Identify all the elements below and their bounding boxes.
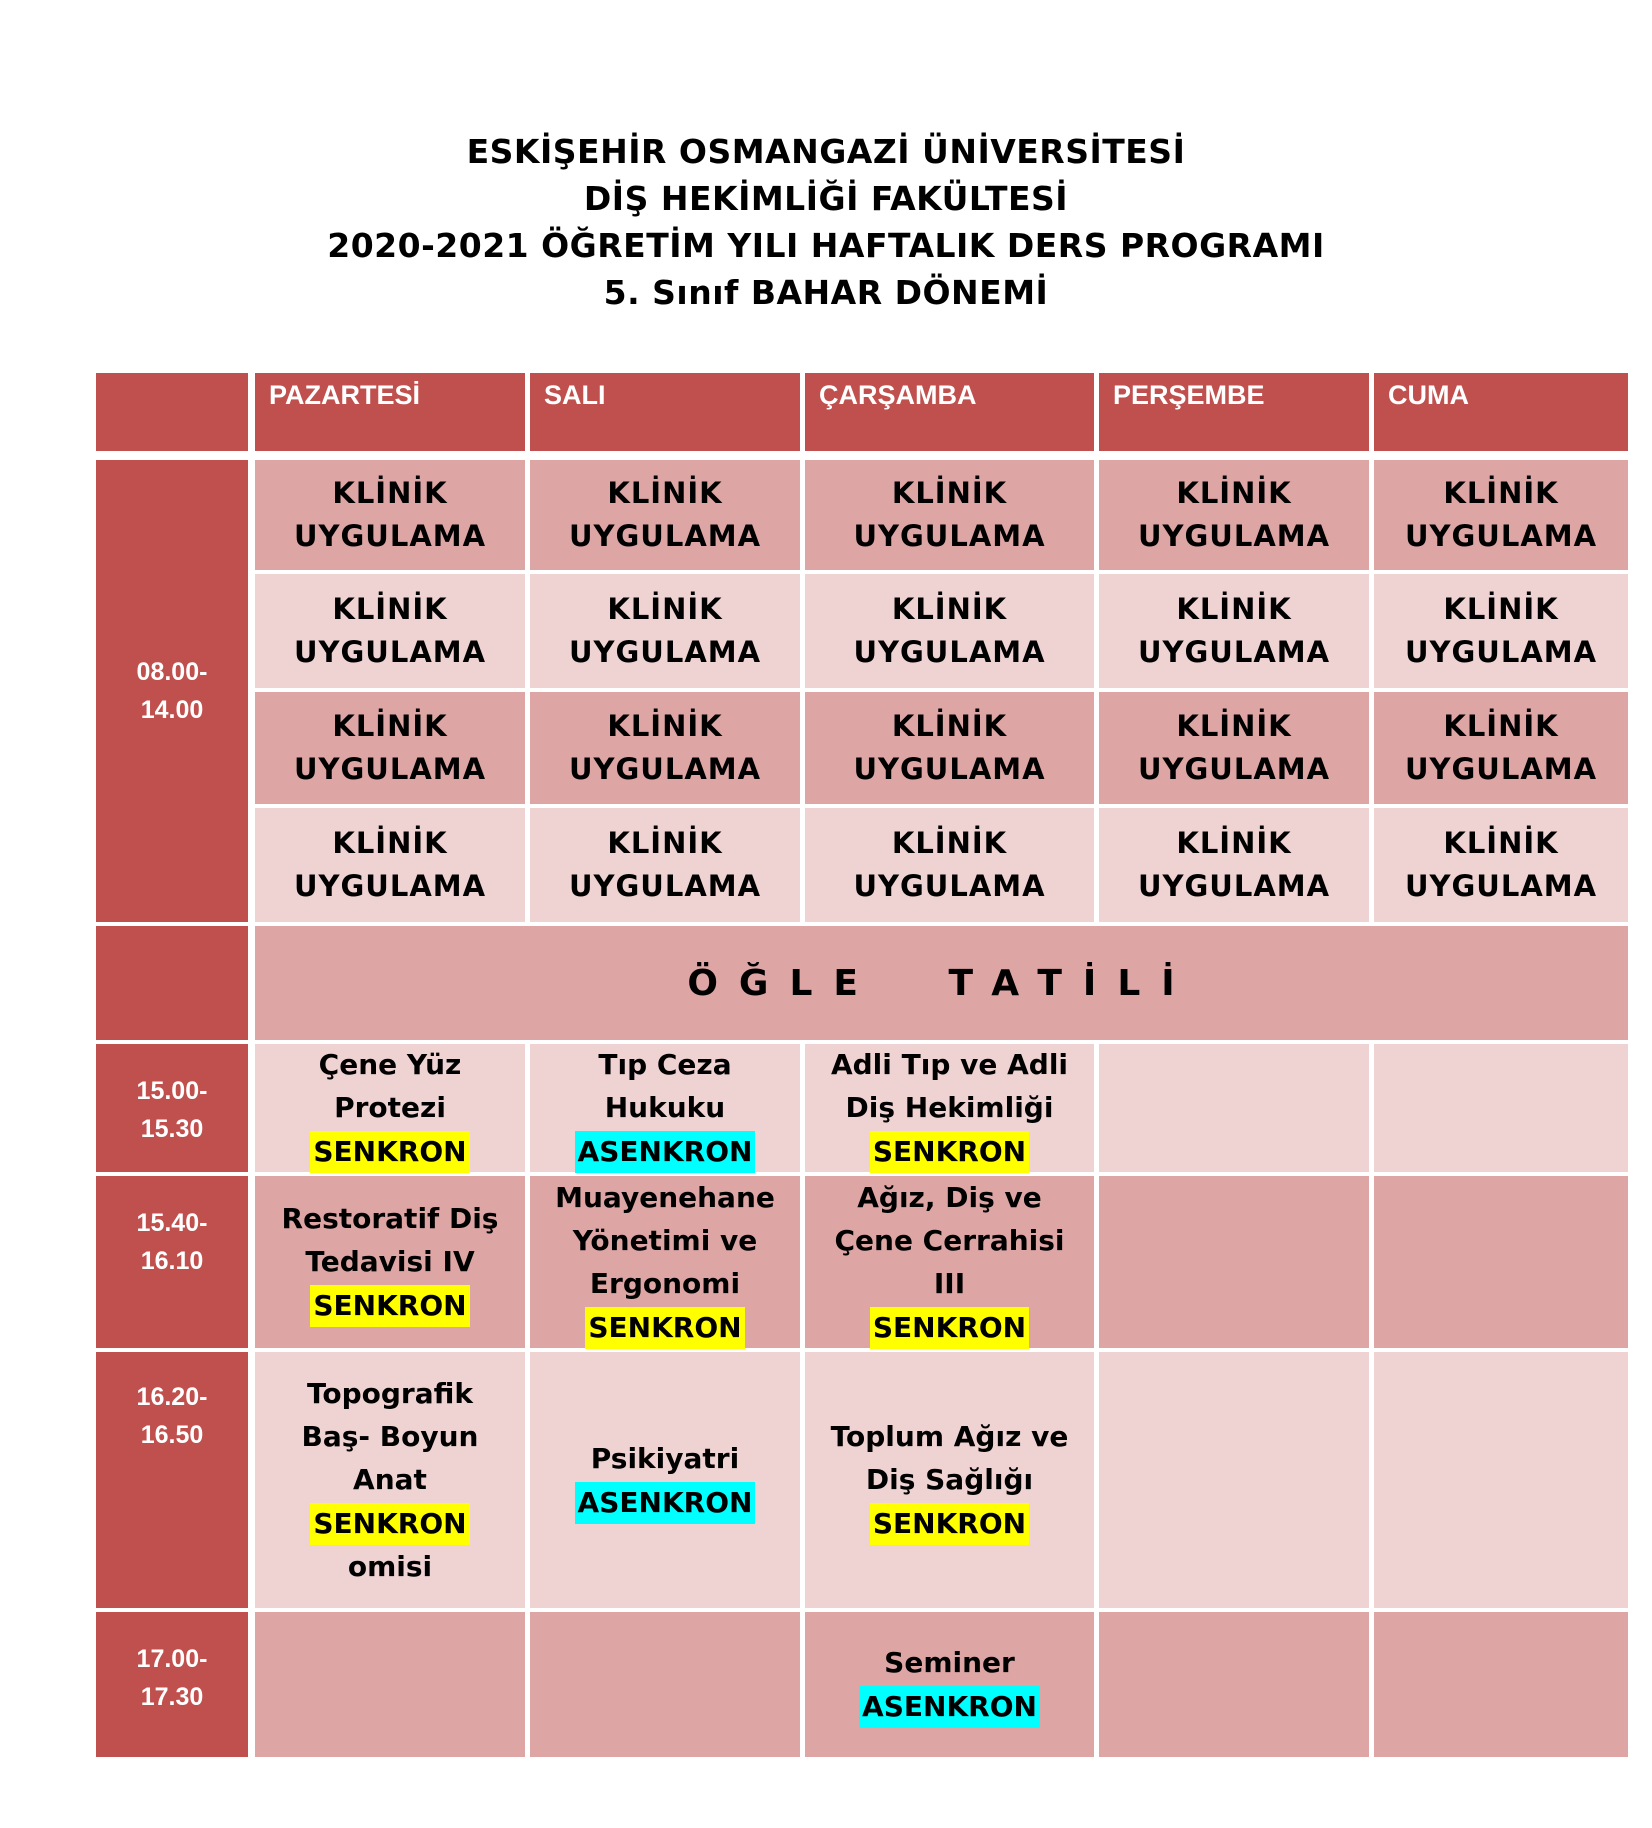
time-end: 16.50 — [140, 1421, 204, 1449]
uygulama-label: UYGULAMA — [1404, 635, 1598, 669]
course-cell — [1099, 1352, 1369, 1608]
course-name-line: Muayenehane — [555, 1180, 775, 1214]
course-cell — [1374, 1176, 1628, 1348]
uygulama-label: UYGULAMA — [853, 519, 1046, 553]
day-header-3: ÇARŞAMBA — [805, 373, 1094, 451]
uygulama-label: UYGULAMA — [1404, 752, 1598, 786]
course-name-line: Adli Tıp ve Adli — [830, 1048, 1069, 1081]
course-name-line: Ağız, Diş ve — [857, 1180, 1042, 1214]
senkron-badge: SENKRON — [870, 1503, 1029, 1545]
course-name-line: Tıp Ceza — [598, 1048, 732, 1081]
klinik-label: KLİNİK — [1176, 826, 1292, 860]
time-cell-morning — [96, 460, 248, 922]
lunch-time-cell — [96, 926, 248, 1040]
course-cell — [1374, 1612, 1628, 1757]
uygulama-label: UYGULAMA — [1404, 519, 1598, 553]
senkron-badge: SENKRON — [310, 1131, 469, 1173]
senkron-badge: SENKRON — [310, 1285, 469, 1327]
day-header-1: PAZARTESİ — [255, 373, 525, 451]
klinik-cell — [1099, 574, 1369, 688]
course-cell — [255, 1176, 525, 1348]
course-cell — [1374, 1044, 1628, 1172]
klinik-cell — [530, 692, 800, 804]
day-header-5: CUMA — [1374, 373, 1628, 451]
course-name-line: Çene Cerrahisi — [834, 1223, 1065, 1257]
document-title — [0, 128, 1652, 316]
course-name-line: III — [933, 1266, 966, 1300]
course-name-line: Anat — [353, 1463, 427, 1496]
course-cell — [530, 1176, 800, 1348]
course-name-line: Çene Yüz — [318, 1048, 462, 1081]
uygulama-label: UYGULAMA — [293, 752, 487, 786]
uygulama-label: UYGULAMA — [853, 635, 1046, 669]
klinik-label: KLİNİK — [332, 826, 448, 860]
klinik-label: KLİNİK — [891, 826, 1008, 860]
senkron-badge: SENKRON — [870, 1131, 1029, 1173]
klinik-cell — [255, 692, 525, 804]
time-cell — [96, 1044, 248, 1172]
course-name-suffix: omisi — [347, 1550, 433, 1583]
senkron-badge: SENKRON — [585, 1307, 744, 1349]
course-cell — [805, 1176, 1094, 1348]
klinik-cell — [1374, 460, 1628, 570]
lunch-break-row — [255, 926, 1628, 1040]
uygulama-label: UYGULAMA — [1137, 752, 1331, 786]
uygulama-label: UYGULAMA — [1137, 635, 1331, 669]
klinik-cell — [255, 808, 525, 922]
course-name-line: Ergonomi — [589, 1266, 741, 1300]
time-cell — [96, 1612, 248, 1757]
klinik-label: KLİNİK — [332, 592, 448, 626]
uygulama-label: UYGULAMA — [293, 869, 487, 903]
klinik-label: KLİNİK — [1443, 826, 1559, 860]
klinik-label: KLİNİK — [1443, 592, 1559, 626]
time-cell — [96, 1176, 248, 1348]
klinik-cell — [1099, 692, 1369, 804]
klinik-cell — [1099, 460, 1369, 570]
course-cell — [1099, 1612, 1369, 1757]
time-start: 15.40- — [136, 1209, 208, 1237]
klinik-cell — [805, 460, 1094, 570]
klinik-cell — [255, 574, 525, 688]
senkron-badge: SENKRON — [870, 1307, 1029, 1349]
header-corner — [96, 373, 248, 451]
faculty-name: DİŞ HEKİMLİĞİ FAKÜLTESİ — [583, 179, 1069, 218]
time-start: 17.00- — [136, 1645, 208, 1673]
course-cell — [805, 1352, 1094, 1608]
klinik-cell — [530, 460, 800, 570]
university-name: ESKİŞEHİR OSMANGAZİ ÜNİVERSİTESİ — [466, 132, 1186, 171]
course-name-line: Diş Hekimliği — [845, 1091, 1054, 1124]
uygulama-label: UYGULAMA — [1404, 869, 1598, 903]
klinik-cell — [1374, 574, 1628, 688]
course-name-line: Diş Sağlığı — [865, 1463, 1034, 1496]
course-name-line: Hukuku — [604, 1091, 726, 1124]
course-cell — [805, 1044, 1094, 1172]
uygulama-label: UYGULAMA — [568, 519, 762, 553]
uygulama-label: UYGULAMA — [1137, 519, 1331, 553]
klinik-label: KLİNİK — [607, 826, 723, 860]
time-end: 14.00 — [140, 696, 204, 724]
time-start: 16.20- — [136, 1383, 208, 1411]
klinik-cell — [1374, 692, 1628, 804]
klinik-cell — [255, 460, 525, 570]
klinik-label: KLİNİK — [1176, 709, 1292, 743]
klinik-label: KLİNİK — [1176, 476, 1292, 510]
course-cell — [530, 1352, 800, 1608]
klinik-label: KLİNİK — [891, 592, 1008, 626]
klinik-label: KLİNİK — [607, 476, 723, 510]
time-cell — [96, 1352, 248, 1608]
course-cell — [255, 1612, 525, 1757]
course-cell — [805, 1612, 1094, 1757]
klinik-label: KLİNİK — [891, 476, 1008, 510]
course-name-line: Seminer — [884, 1646, 1015, 1679]
klinik-label: KLİNİK — [332, 709, 448, 743]
klinik-label: KLİNİK — [607, 709, 723, 743]
time-end: 15.30 — [140, 1115, 204, 1143]
uygulama-label: UYGULAMA — [568, 752, 762, 786]
course-cell — [255, 1352, 525, 1608]
klinik-cell — [530, 808, 800, 922]
time-start: 15.00- — [136, 1077, 208, 1105]
klinik-cell — [530, 574, 800, 688]
course-cell — [1099, 1044, 1369, 1172]
uygulama-label: UYGULAMA — [293, 519, 487, 553]
asenkron-badge: ASENKRON — [575, 1131, 756, 1173]
course-cell — [530, 1044, 800, 1172]
uygulama-label: UYGULAMA — [1137, 869, 1331, 903]
time-start: 08.00- — [136, 658, 208, 686]
senkron-badge: SENKRON — [310, 1503, 469, 1545]
course-cell — [255, 1044, 525, 1172]
klinik-cell — [805, 808, 1094, 922]
course-cell — [530, 1612, 800, 1757]
klinik-label: KLİNİK — [1176, 592, 1292, 626]
asenkron-badge: ASENKRON — [575, 1482, 756, 1524]
uygulama-label: UYGULAMA — [293, 635, 487, 669]
klinik-label: KLİNİK — [332, 476, 448, 510]
course-name-line: Tedavisi IV — [305, 1245, 475, 1278]
uygulama-label: UYGULAMA — [853, 752, 1046, 786]
course-cell — [1099, 1176, 1369, 1348]
time-end: 16.10 — [140, 1247, 204, 1275]
course-name-line: Toplum Ağız ve — [830, 1420, 1069, 1453]
course-name-line: Topografik — [306, 1377, 474, 1410]
time-end: 17.30 — [140, 1683, 204, 1711]
klinik-label: KLİNİK — [891, 709, 1008, 743]
day-header-2: SALI — [530, 373, 800, 451]
course-cell — [1374, 1352, 1628, 1608]
course-name-line: Restoratif Diş — [281, 1202, 499, 1235]
course-name-line: Psikiyatri — [590, 1441, 740, 1475]
klinik-cell — [805, 692, 1094, 804]
program-title: 2020-2021 ÖĞRETİM YILI HAFTALIK DERS PROGRAMI — [327, 226, 1325, 265]
course-name-line: Yönetimi ve — [572, 1223, 758, 1257]
uygulama-label: UYGULAMA — [853, 869, 1046, 903]
klinik-cell — [1099, 808, 1369, 922]
uygulama-label: UYGULAMA — [568, 869, 762, 903]
klinik-cell — [1374, 808, 1628, 922]
asenkron-badge: ASENKRON — [859, 1686, 1040, 1728]
day-header-4: PERŞEMBE — [1099, 373, 1369, 451]
klinik-cell — [805, 574, 1094, 688]
course-name-line: Baş- Boyun — [301, 1420, 479, 1453]
klinik-label: KLİNİK — [607, 592, 723, 626]
uygulama-label: UYGULAMA — [568, 635, 762, 669]
course-name-line: Protezi — [334, 1091, 446, 1124]
lunch-break-label: ÖĞLE TATİLİ — [687, 962, 1196, 1004]
klinik-label: KLİNİK — [1443, 709, 1559, 743]
klinik-label: KLİNİK — [1443, 476, 1559, 510]
semester-title: 5. Sınıf BAHAR DÖNEMİ — [603, 273, 1049, 312]
